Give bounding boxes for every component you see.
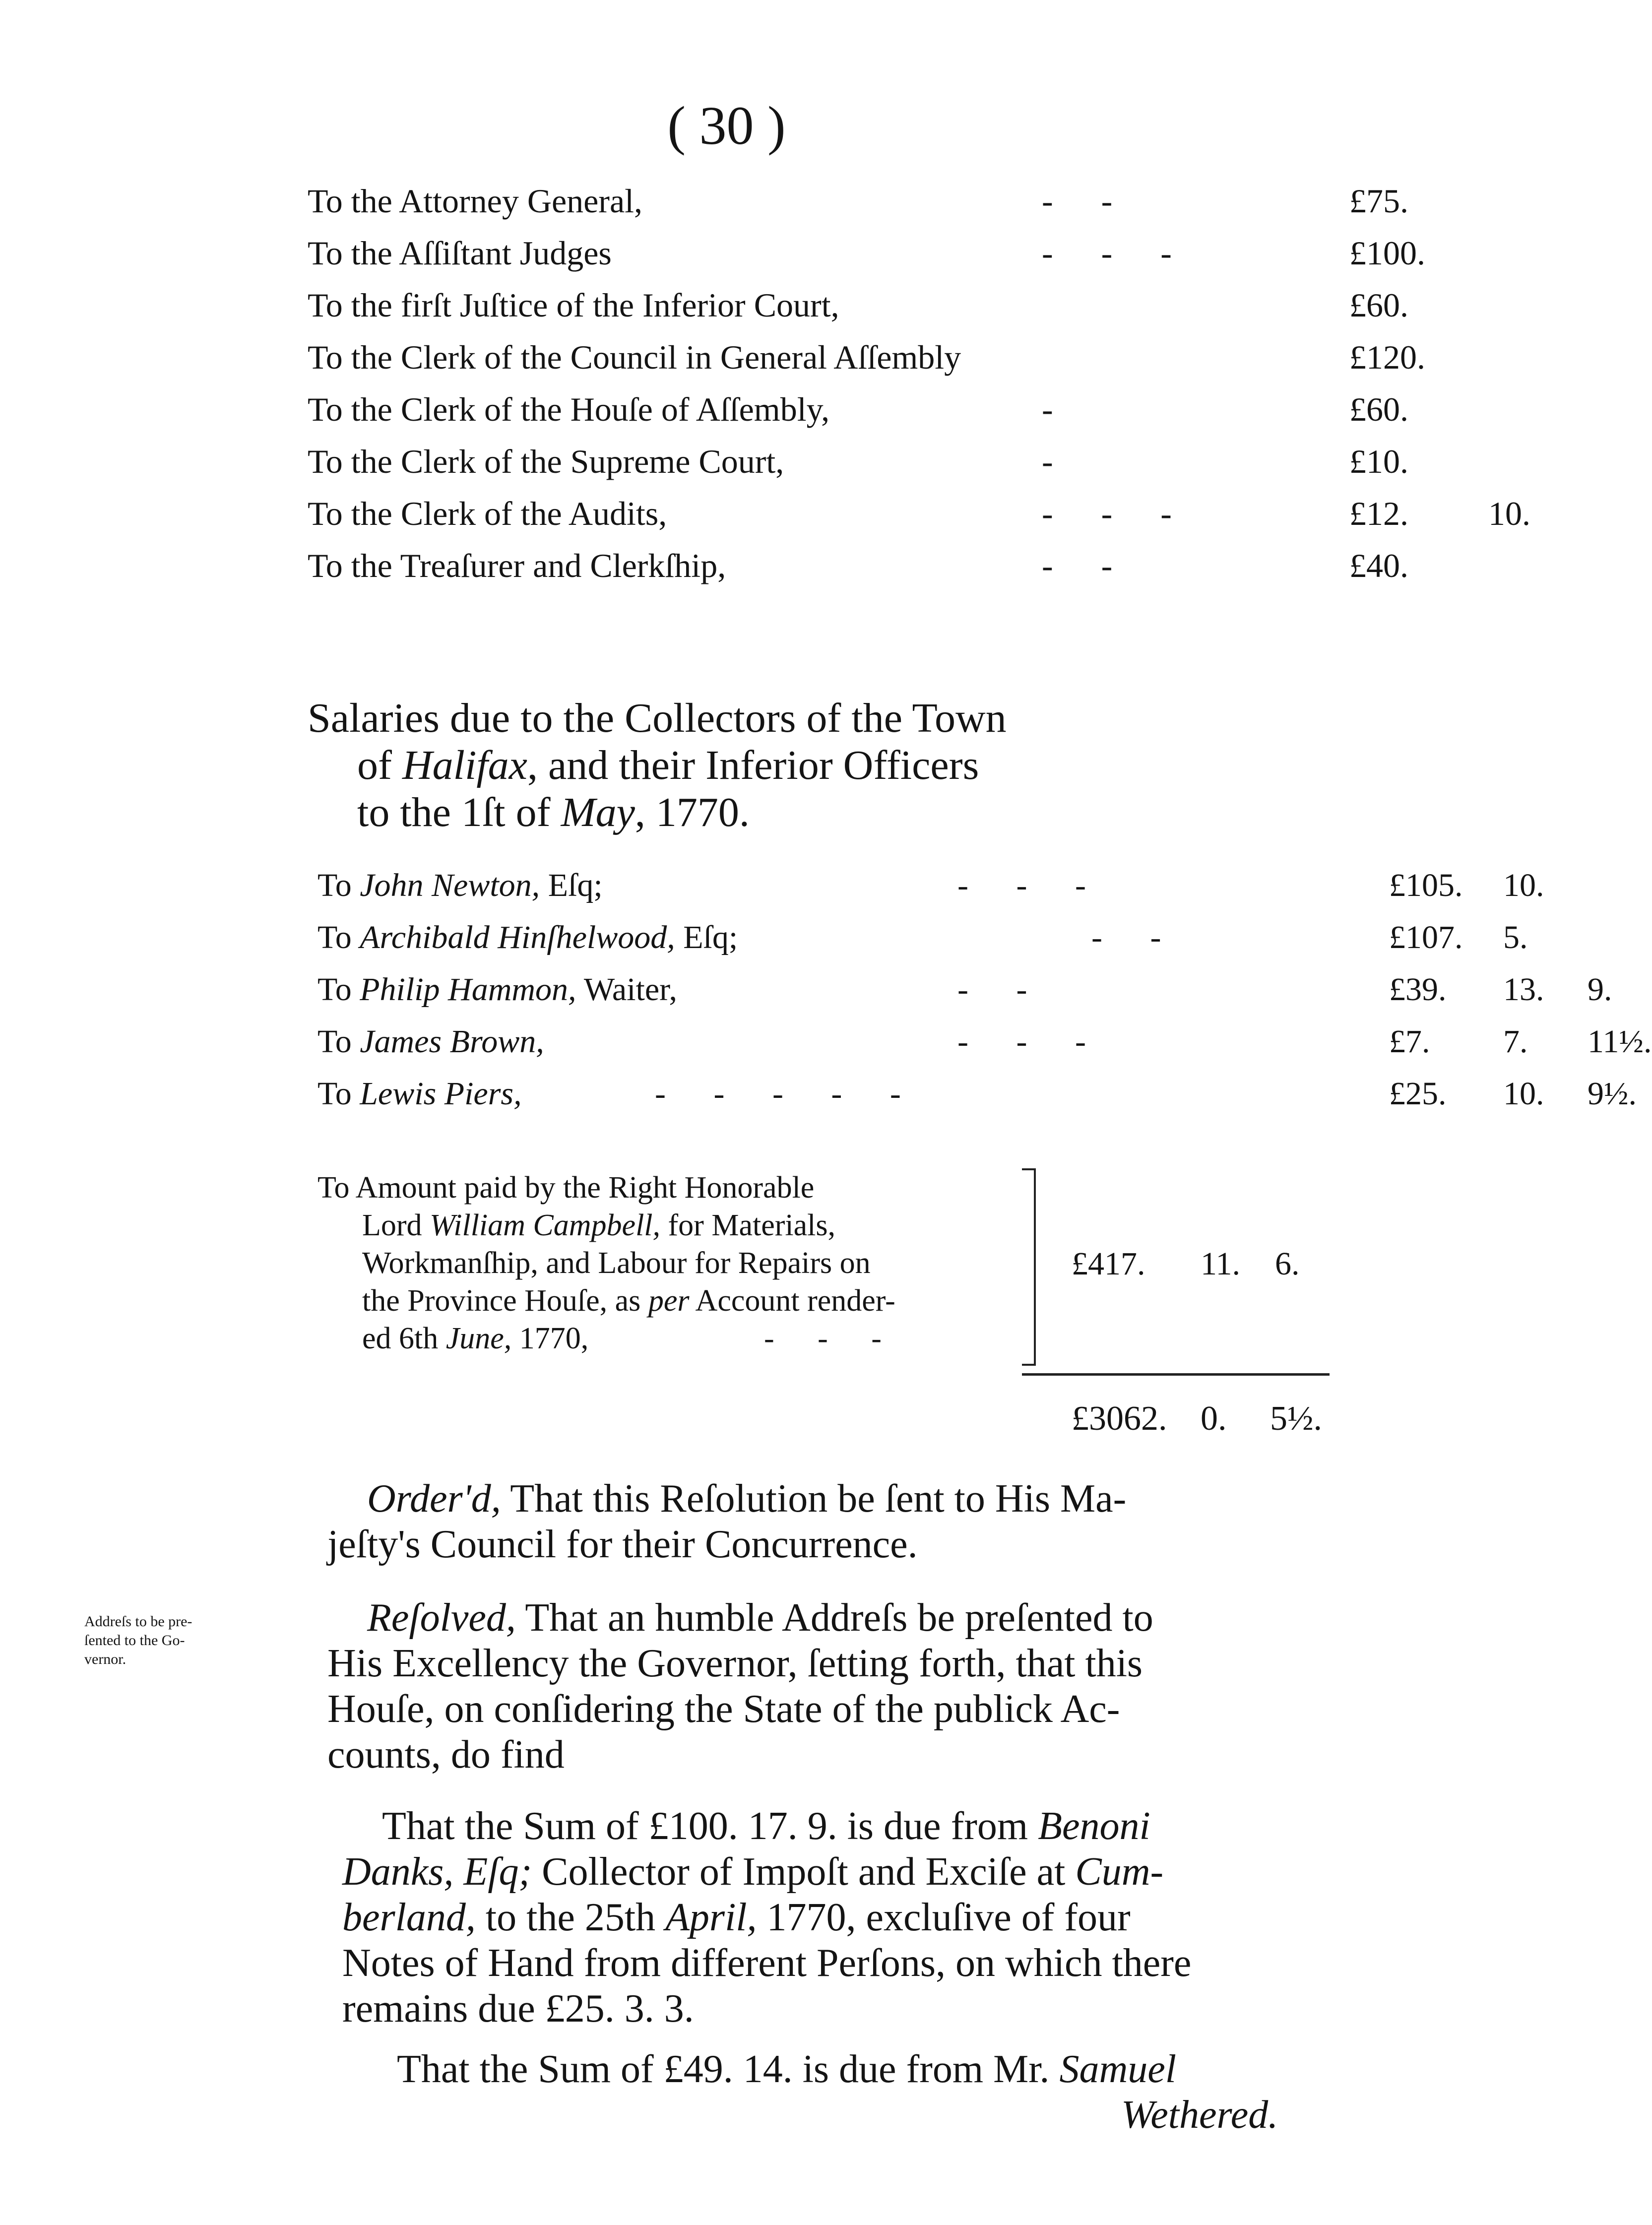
collectors-heading-line: to the 1ſt of May, 1770.	[357, 789, 750, 835]
list-item: To the Clerk of the Houſe of Aſſembly, - £60.	[308, 390, 1408, 428]
page-number: ( 30 )	[667, 95, 786, 156]
list-item: To Lewis Piers, - - - - - £25. 10. 9½.	[318, 1076, 1637, 1112]
list-item: To Philip Hammon, Waiter, - - £39. 13. 9.	[318, 971, 1612, 1008]
paragraph-line: berland, to the 25th April, 1770, excluſive of four	[342, 1896, 1131, 1939]
repairs-shillings: 11.	[1201, 1246, 1241, 1282]
document-page: ( 30 ) To the Attorney General, - - £75. To the Aſſiſtant Judges - - - £100. To the firſt Juſtice of the Inferior Court, £60. To the Clerk of the Council in General Aſſembly £120. To the Clerk of the Houſe of Aſſembly, - £60. To the Clerk of the Supreme Court, - £10. To the Clerk of the Audits, - - - £12. 10. To the Treaſurer and Clerkſhip, - - £40. Salaries due to the Collectors of the Town of Halifax, and their Inferior Officers to the 1ſt of May, 1770. To John Newton, Eſq; - - - £105. 10. To Archibald Hinſhelwood, Eſq; - - £107. 5. To Philip Hammon, Waiter, - - £39. 13. 9. To James Brown, - - - £7. 7. 11½. To Lewis Piers, - - - - - £25. 10. 9½. To Amount paid by the Right Honorable Lord William Campbell, for Materials, Workmanſhip, and Labour for Repairs on the Province Houſe, as per Account render- ed 6th June, 1770, - - - £417. 11. 6. £3062. 0. 5½. Order'd, That this Reſolution be ſent to His Ma- jeſty's Council for their Concurrence. Addreſs to be pre- ſented to the Go- vernor. Reſolved, That an humble Addreſs be preſented to His Excellency the Governor, ſetting forth, that this Houſe, on conſidering the State of the publick Ac- counts, do find That the Sum of £100. 17. 9. is due from Benoni Danks, Eſq; Collector of Impoſt and Exciſe at Cum- berland, to the 25th April, 1770, excluſive of four Notes of Hand from different Perſons, on which there remains due £25. 3. 3. That the Sum of £49. 14. is due from Mr. Samuel Wethered.	[0, 0, 1453, 2225]
paragraph-line: That the Sum of £49. 14. is due from Mr. Samuel	[397, 2047, 1176, 2091]
list-item: To the Aſſiſtant Judges - - - £100.	[308, 234, 1425, 272]
repairs-amount: £417.	[1072, 1246, 1145, 1282]
paragraph-line: That the Sum of £100. 17. 9. is due from Benoni	[382, 1804, 1150, 1848]
total-rule	[1022, 1373, 1330, 1376]
paragraph-line: Houſe, on conſidering the State of the publick Ac-	[327, 1687, 1120, 1731]
repairs-dashes: - - -	[764, 1322, 899, 1355]
total-amount: £3062.	[1072, 1399, 1167, 1438]
paragraph-line: counts, do find	[327, 1733, 565, 1777]
paragraph-line: remains due £25. 3. 3.	[342, 1987, 694, 2031]
collectors-heading-line: of Halifax, and their Inferior Officers	[357, 742, 979, 788]
repairs-line: Lord William Campbell, for Materials,	[362, 1208, 835, 1242]
paragraph-line: Reſolved, That an humble Addreſs be preſented to	[367, 1596, 1153, 1640]
list-item: To the Attorney General, - - £75.	[308, 182, 1408, 220]
collectors-heading-line: Salaries due to the Collectors of the Town	[308, 695, 1007, 741]
list-item: To the Treaſurer and Clerkſhip, - - £40.	[308, 547, 1408, 584]
paragraph-line: Wethered.	[1121, 2093, 1278, 2137]
paragraph-line: Order'd, That this Reſolution be ſent to His Ma-	[367, 1477, 1127, 1521]
list-item: To Archibald Hinſhelwood, Eſq; - - £107. 5.	[318, 919, 1528, 955]
repairs-line: ed 6th June, 1770,	[362, 1322, 589, 1355]
list-item: To the Clerk of the Audits, - - - £12. 10.	[308, 495, 1530, 532]
paragraph-line: jeſty's Council for their Concurrence.	[327, 1523, 918, 1566]
paragraph-line: Danks, Eſq; Collector of Impoſt and Exciſe at Cum-	[342, 1850, 1164, 1894]
brace-bracket	[1022, 1168, 1036, 1366]
repairs-line: the Province Houſe, as per Account render-	[362, 1284, 895, 1318]
list-item: To the Clerk of the Council in General Aſſembly £120.	[308, 338, 1425, 376]
paragraph-line: Notes of Hand from different Perſons, on which there	[342, 1941, 1192, 1985]
paragraph-line: His Excellency the Governor, ſetting forth, that this	[327, 1642, 1143, 1685]
list-item: To the firſt Juſtice of the Inferior Court, £60.	[308, 286, 1408, 324]
repairs-pence: 6.	[1275, 1246, 1300, 1282]
total-shillings: 0.	[1201, 1399, 1227, 1438]
list-item: To the Clerk of the Supreme Court, - £10.	[308, 443, 1408, 480]
total-pence: 5½.	[1270, 1399, 1322, 1438]
repairs-line: Workmanſhip, and Labour for Repairs on	[362, 1246, 871, 1280]
list-item: To James Brown, - - - £7. 7. 11½.	[318, 1023, 1652, 1060]
list-item: To John Newton, Eſq; - - - £105. 10.	[318, 867, 1544, 903]
repairs-line: To Amount paid by the Right Honorable	[318, 1171, 815, 1205]
